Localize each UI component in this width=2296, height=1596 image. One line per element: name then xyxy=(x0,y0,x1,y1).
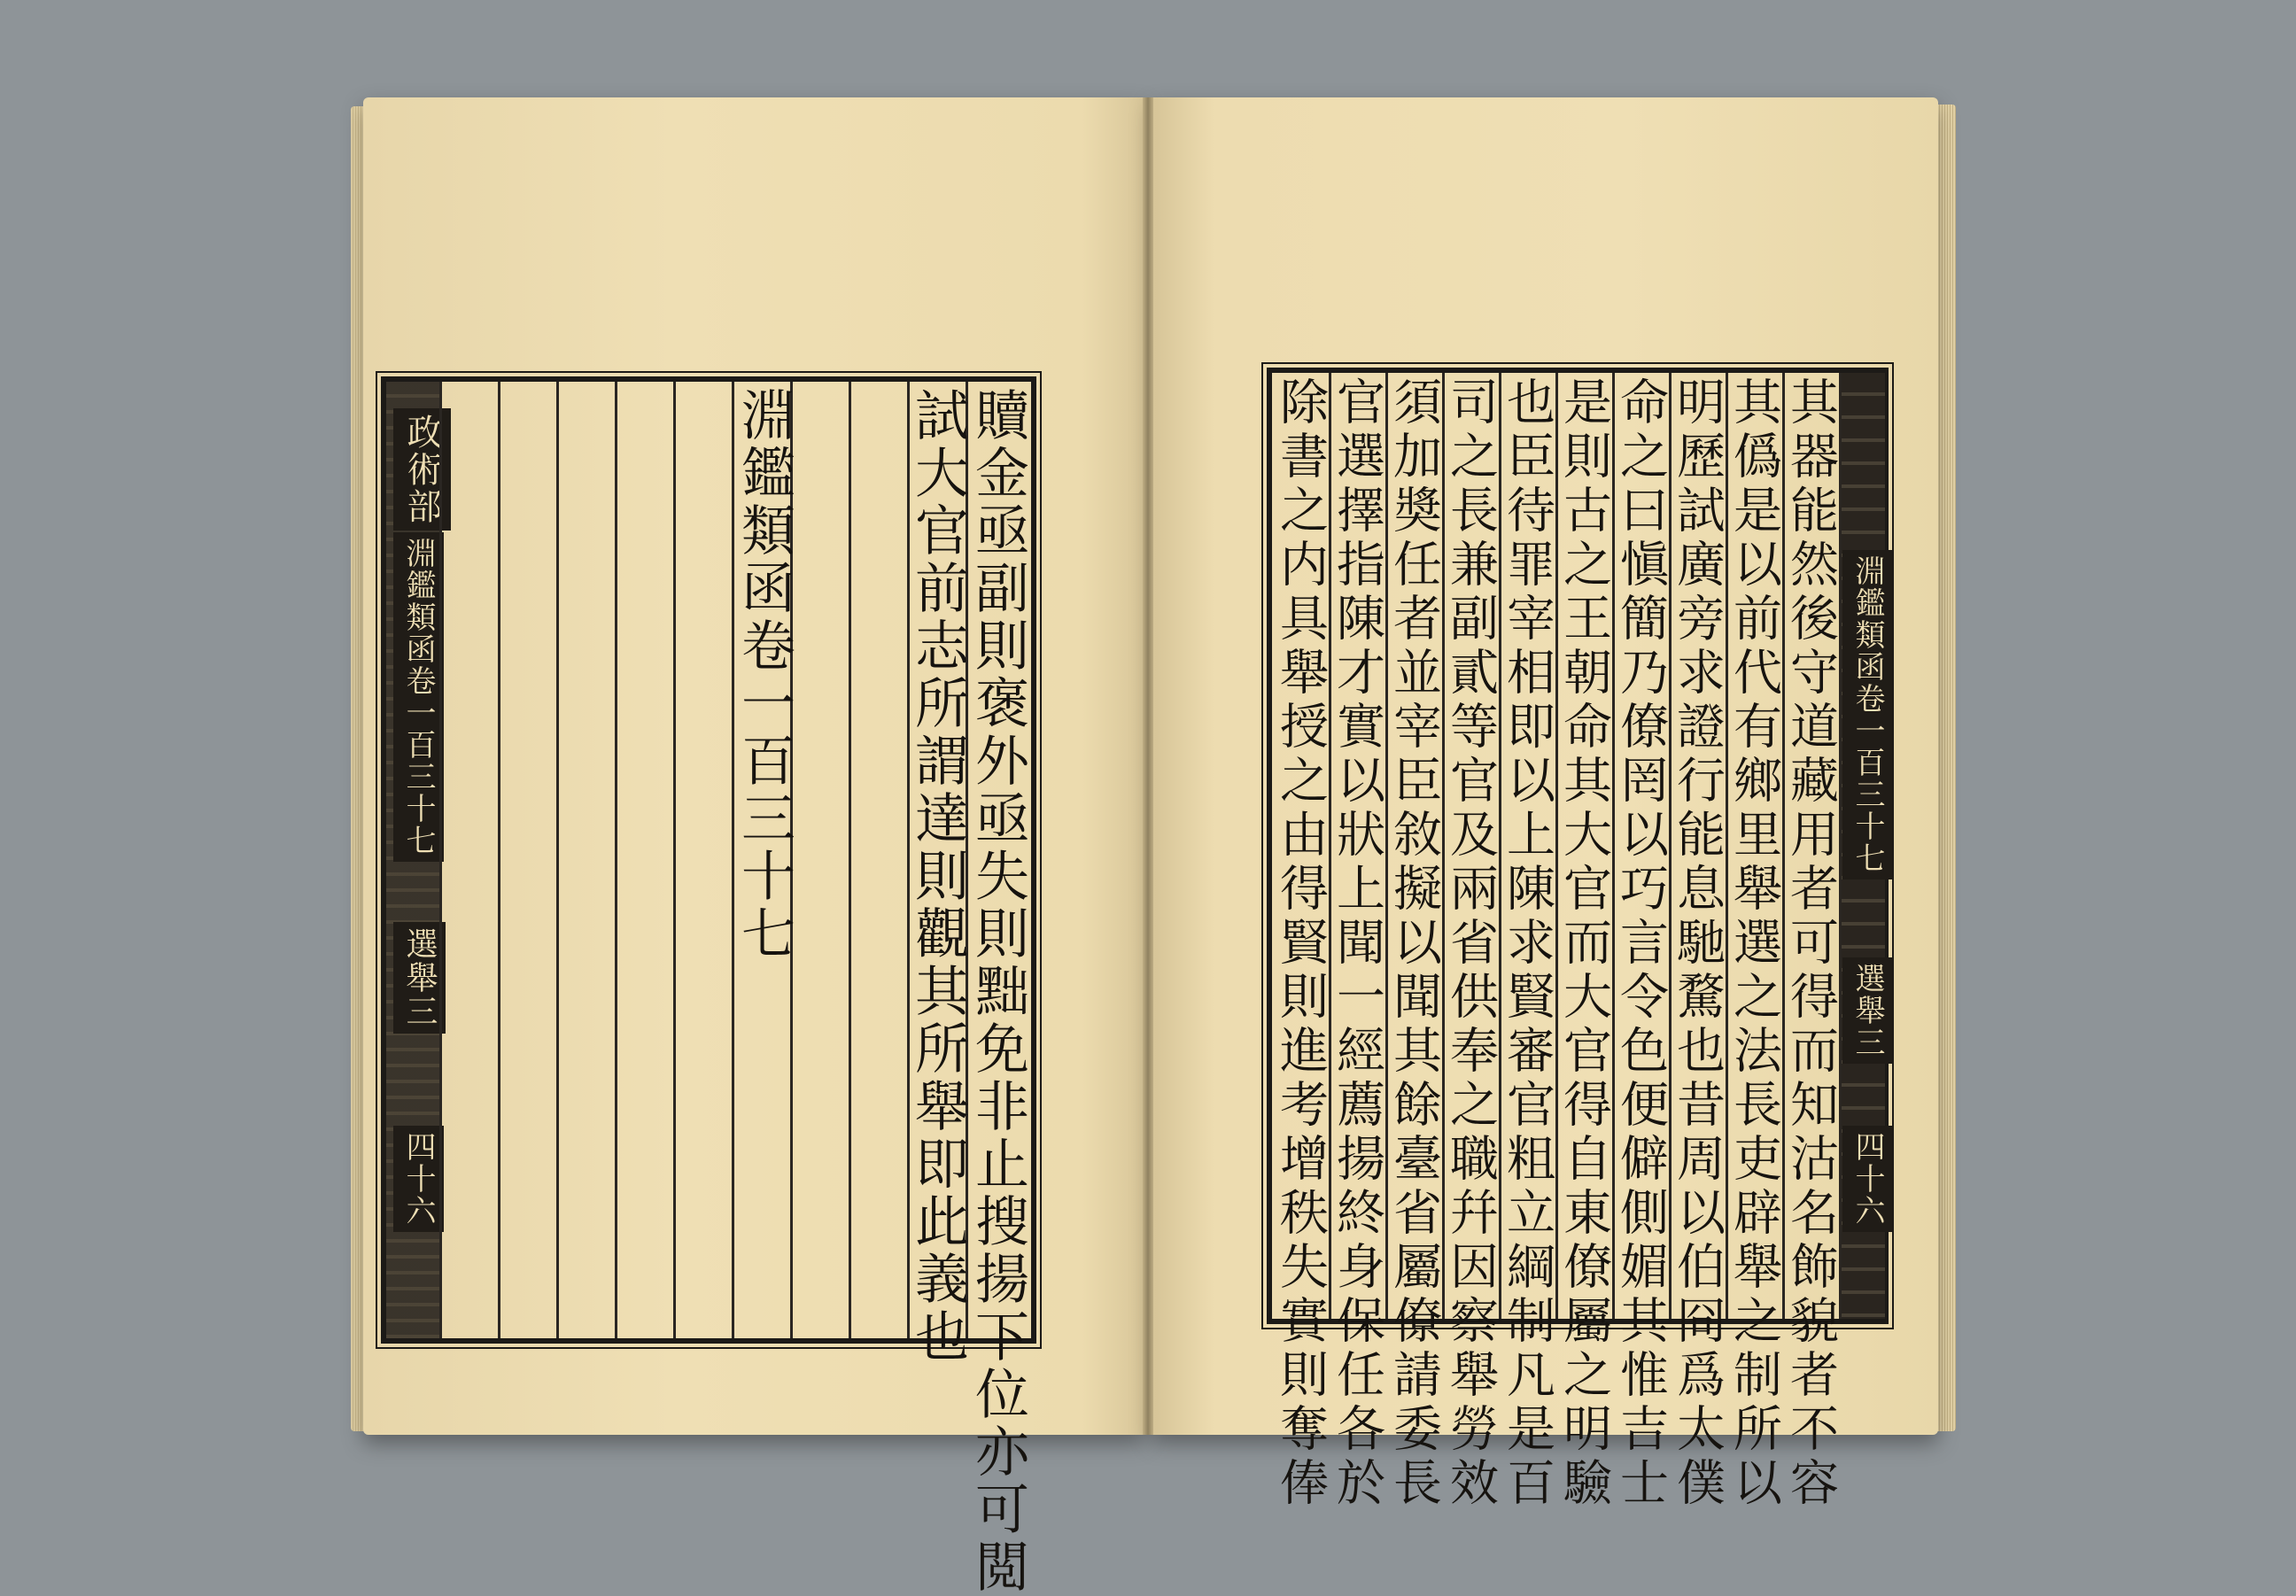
text-column-3: 明歷試廣旁求證行能息馳騖也昔周以伯冏爲太僕 xyxy=(1669,376,1726,1511)
text-column-2: 試大官前志所謂達則觀其所舉即此義也 xyxy=(906,387,969,1366)
column-rule xyxy=(673,382,676,1338)
column-rule xyxy=(849,382,851,1338)
text-column-9: 官選擇指陳才實以狀上聞一經薦揚終身保任各於 xyxy=(1329,376,1385,1511)
right-band-chapter-label: 選舉三 xyxy=(1842,957,1893,1064)
right-band-title-label: 淵鑑類函卷一百三十七 xyxy=(1842,550,1893,879)
column-rule xyxy=(498,382,500,1338)
text-column-6: 也臣待罪宰相即以上陳求賢審官粗立綱制凡是百 xyxy=(1499,376,1555,1511)
left-band-folio-label: 四十六 xyxy=(393,1126,444,1232)
left-band-title-label: 淵鑑類函卷一百三十七 xyxy=(393,532,444,862)
column-rule xyxy=(615,382,617,1338)
left-band-chapter-label: 選舉三 xyxy=(393,922,446,1034)
right-page-frame xyxy=(1267,368,1889,1511)
book-gutter xyxy=(1143,97,1153,1435)
text-column-2: 其僞是以前代有鄉里舉選之法長吏辟舉之制所以 xyxy=(1726,376,1782,1511)
left-band-section-label: 政術部 xyxy=(393,408,451,531)
volume-end-title: 淵鑑類函卷一百三十七 xyxy=(733,387,795,963)
text-column-1: 其器能然後守道藏用者可得而知沽名飾貌者不容 xyxy=(1782,376,1839,1511)
show-through-ink xyxy=(519,417,576,800)
text-column-7: 司之長兼副貳等官及兩省供奉之職幷因察舉勞效 xyxy=(1442,376,1499,1511)
column-rule xyxy=(439,382,442,1338)
text-column-4: 命之曰愼簡乃僚罔以巧言令色便僻側媚其惟吉士 xyxy=(1612,376,1669,1511)
left-page-frame xyxy=(381,376,1036,1596)
text-column-8: 須加奬任者並宰臣敘擬以聞其餘臺省屬僚請委長 xyxy=(1385,376,1442,1511)
text-column-1: 贖金亟副則褒外亟失則黜免非止搜揚下位亦可閲 xyxy=(966,387,1029,1596)
text-column-5: 是則古之王朝命其大官而大官得自東僚屬之明驗 xyxy=(1555,376,1612,1511)
column-rule xyxy=(1839,373,1842,1319)
text-column-10: 除書之内具舉授之由得賢則進考增秩失實則奪俸 xyxy=(1272,376,1329,1511)
right-band-folio-label: 四十六 xyxy=(1842,1126,1893,1232)
